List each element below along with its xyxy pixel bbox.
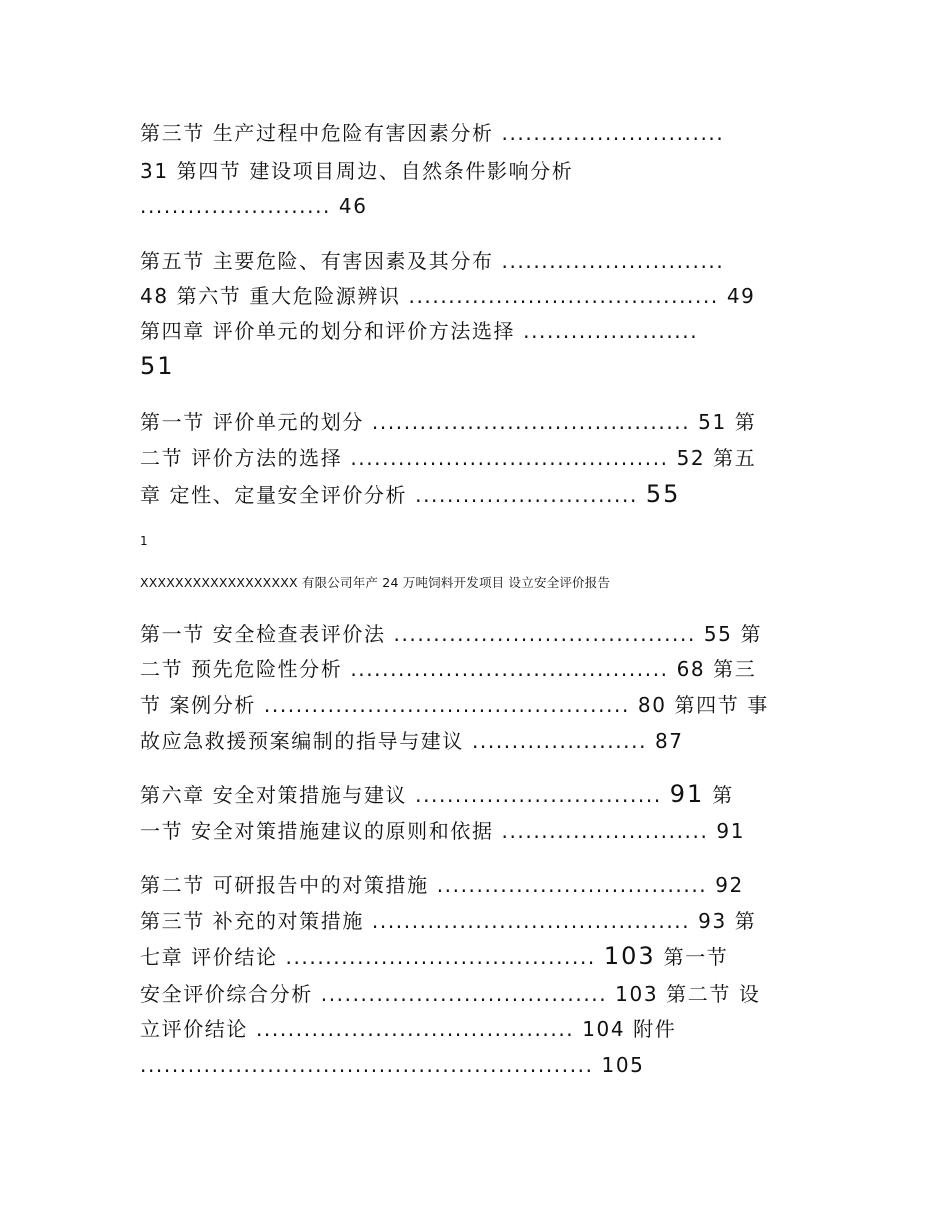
toc-line: 立评价结论 ........................................ 104 附件	[140, 1017, 677, 1041]
toc-line: 二节 预先危险性分析 ........................................ 68 第三	[140, 657, 757, 681]
toc-line: 二节 评价方法的选择 ........................................ 52 第五	[140, 446, 757, 470]
toc-line: 第一节 评价单元的划分 ........................................ 51 第	[140, 410, 757, 434]
toc-line	[140, 781, 734, 808]
toc-line	[140, 943, 728, 970]
toc-line: 故应急救援预案编制的指导与建议 ...................... 87	[140, 729, 684, 753]
toc-page-ref: 91	[669, 780, 705, 808]
toc-line: 第一节 安全检查表评价法 ...................................... 55 第	[140, 622, 763, 646]
toc-line: 安全评价综合分析 .................................... 103 第二节 设	[140, 982, 761, 1006]
toc-line: ......................................................... 105	[140, 1053, 645, 1077]
toc-line-text: 第一节	[663, 945, 729, 969]
toc-line: 48 第六节 重大危险源辨识 ....................................... 49	[140, 284, 756, 308]
toc-line: 一节 安全对策措施建议的原则和依据 .......................... 91	[140, 819, 746, 843]
toc-page-ref: 51	[140, 352, 175, 380]
toc-page-ref: 103	[603, 942, 656, 970]
toc-line-text: 七章 评价结论 .......................................	[140, 945, 596, 969]
toc-line: ........................ 46	[140, 194, 368, 218]
toc-line: 节 案例分析 .............................................. 80 第四节 事	[140, 693, 769, 717]
toc-line: 第三节 补充的对策措施 ........................................ 93 第	[140, 909, 757, 933]
toc-line	[140, 481, 680, 508]
toc-line: 第二节 可研报告中的对策措施 .................................. 92	[140, 873, 744, 897]
toc-line-text: 第	[712, 783, 734, 807]
toc-page-ref: 55	[645, 480, 681, 508]
page-number: 1	[140, 534, 148, 548]
toc-line: 第五节 主要危险、有害因素及其分布 ............................	[140, 249, 725, 273]
toc-line: 第三节 生产过程中危险有害因素分析 ............................	[140, 121, 725, 145]
toc-line: 31 第四节 建设项目周边、自然条件影响分析	[140, 159, 574, 183]
toc-line-text: 章 定性、定量安全评价分析 ............................	[140, 483, 638, 507]
toc-line-text: 第六章 安全对策措施与建议 ...............................	[140, 783, 662, 807]
toc-line: 第四章 评价单元的划分和评价方法选择 ......................	[140, 319, 699, 343]
running-header: XXXXXXXXXXXXXXXXXX 有限公司年产 24 万吨饲料开发项目 设立安全评价报告	[140, 575, 611, 590]
